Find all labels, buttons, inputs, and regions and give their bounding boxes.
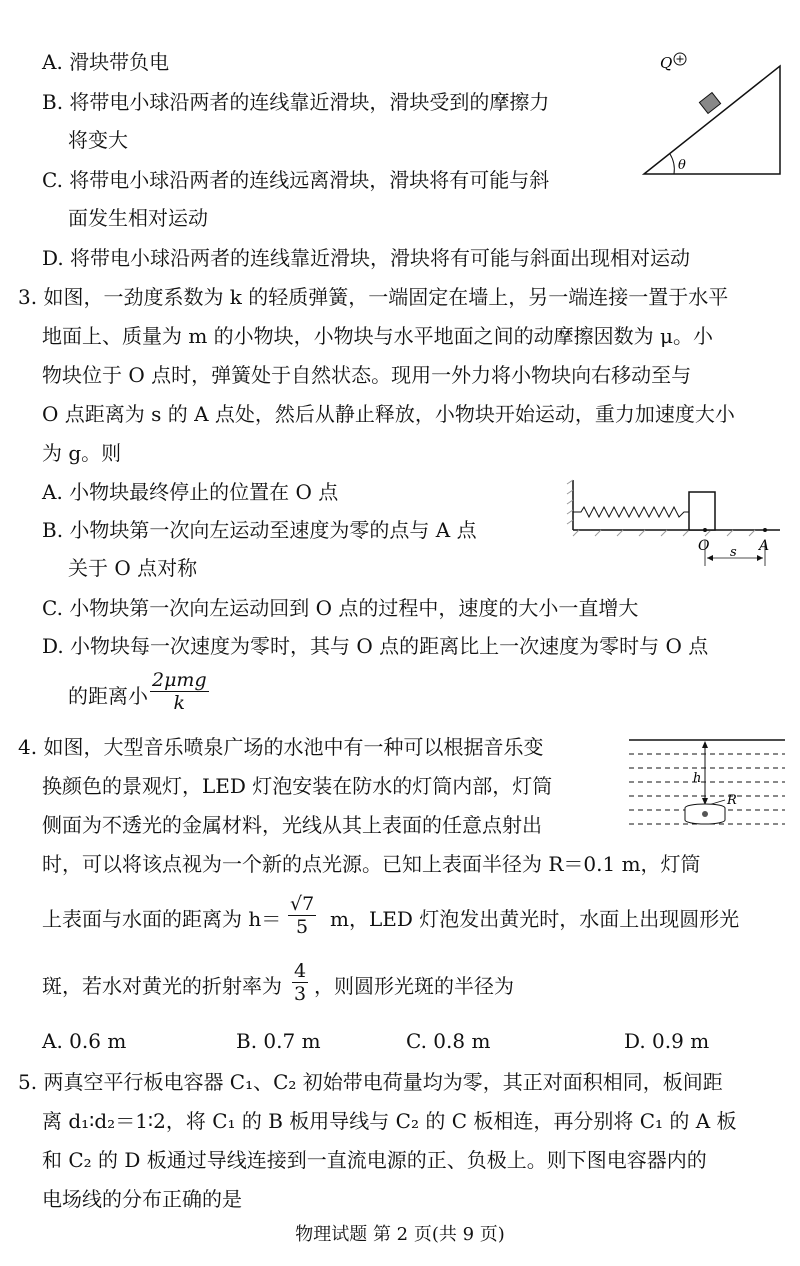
q2-option-d: D. 将带电小球沿两者的连线靠近滑块，滑块将有可能与斜面出现相对运动 — [42, 246, 691, 270]
fraction-numerator: 4 — [294, 960, 307, 982]
q4-stem-line6-suffix: ，则圆形光斑的半径为 — [314, 974, 514, 998]
q4-stem-line6-prefix: 斑，若水对黄光的折射率为 — [42, 974, 282, 998]
q3-stem-line5: 为 g。则 — [42, 441, 122, 465]
q3-stem-line2: 地面上、质量为 m 的小物块，小物块与水平地面之间的动摩擦因数为 μ。小 — [42, 324, 714, 348]
q3-stem-line4: O 点距离为 s 的 A 点处，然后从静止释放，小物块开始运动，重力加速度大小 — [42, 402, 735, 426]
q4-stem-line3: 侧面为不透光的金属材料，光线从其上表面的任意点射出 — [42, 813, 542, 837]
label-a: A — [759, 538, 770, 554]
q4-choice-d: D. 0.9 m — [624, 1029, 710, 1053]
q4-stem-line2: 换颜色的景观灯，LED 灯泡安装在防水的灯筒内部，灯筒 — [42, 774, 553, 798]
q2-option-b-cont: 将变大 — [68, 128, 128, 152]
q4-stem-line1: 4. 如图，大型音乐喷泉广场的水池中有一种可以根据音乐变 — [18, 735, 544, 759]
fraction-numerator: 2μmg — [152, 669, 207, 691]
page-footer: 物理试题 第 2 页(共 9 页) — [295, 1224, 505, 1245]
fraction-denominator: 3 — [294, 983, 307, 1005]
water-lamp-figure — [625, 730, 790, 835]
angle-arc — [670, 154, 674, 174]
q3-option-c: C. 小物块第一次向左运动回到 O 点的过程中，速度的大小一直增大 — [42, 596, 639, 620]
spring — [573, 507, 689, 517]
angle-label: θ — [678, 158, 686, 173]
q3-stem-line3: 物块位于 O 点时，弹簧处于自然状态。现用一外力将小物块向右移动至与 — [42, 363, 692, 387]
q2-option-b: B. 将带电小球沿两者的连线靠近滑块，滑块受到的摩擦力 — [42, 90, 550, 114]
q5-stem-line1: 5. 两真空平行板电容器 C₁、C₂ 初始带电荷量均为零，其正对面积相同，板间距 — [18, 1070, 723, 1094]
label-s: s — [730, 545, 737, 560]
block — [689, 492, 715, 530]
q5-stem-line4: 电场线的分布正确的是 — [42, 1187, 242, 1211]
label-h: h — [693, 771, 702, 786]
q5-stem-line2: 离 d₁∶d₂＝1∶2，将 C₁ 的 B 板用导线与 C₂ 的 C 板相连，再分别将 C₁ 的 A 板 — [42, 1109, 737, 1133]
spring-figure — [565, 470, 785, 580]
incline-figure — [630, 44, 790, 184]
q3-stem-line1: 3. 如图，一劲度系数为 k 的轻质弹簧，一端固定在墙上，另一端连接一置于水平 — [18, 285, 729, 309]
q5-stem-line3: 和 C₂ 的 D 板通过导线连接到一直流电源的正、负极上。则下图电容器内的 — [42, 1148, 707, 1172]
label-r: R — [727, 793, 737, 808]
q4-stem-line5-prefix: 上表面与水面的距离为 h＝ — [42, 907, 282, 931]
q3-fraction — [150, 669, 209, 714]
label-o: O — [698, 538, 710, 554]
q3-option-b-cont: 关于 O 点对称 — [68, 556, 198, 580]
q4-h-fraction — [288, 893, 316, 938]
q4-stem-line5-suffix: m，LED 灯泡发出黄光时，水面上出现圆形光 — [330, 907, 740, 931]
q4-choice-a: A. 0.6 m — [42, 1029, 127, 1053]
slider-block — [699, 93, 720, 114]
q3-option-a: A. 小物块最终停止的位置在 O 点 — [42, 480, 339, 504]
fraction-denominator: k — [173, 692, 186, 714]
fraction-numerator: √7 — [290, 893, 315, 915]
bulb-icon — [702, 811, 708, 817]
q2-option-a: A. 滑块带负电 — [42, 50, 170, 74]
q3-option-d-cont: 的距离小 — [68, 684, 148, 708]
q2-option-c: C. 将带电小球沿两者的连线远离滑块，滑块将有可能与斜 — [42, 168, 550, 192]
q3-option-b: B. 小物块第一次向左运动至速度为零的点与 A 点 — [42, 518, 477, 542]
q3-option-d: D. 小物块每一次速度为零时，其与 O 点的距离比上一次速度为零时与 O 点 — [42, 634, 709, 658]
q4-choice-c: C. 0.8 m — [406, 1029, 491, 1053]
q4-n-fraction — [292, 960, 308, 1005]
lamp-base — [685, 820, 725, 824]
fraction-denominator: 5 — [296, 916, 309, 938]
q4-choice-b: B. 0.7 m — [236, 1029, 321, 1053]
charge-label: Q — [660, 54, 673, 72]
q4-stem-line4: 时，可以将该点视为一个新的点光源。已知上表面半径为 R＝0.1 m，灯筒 — [42, 852, 701, 876]
q2-option-c-cont: 面发生相对运动 — [68, 206, 208, 230]
